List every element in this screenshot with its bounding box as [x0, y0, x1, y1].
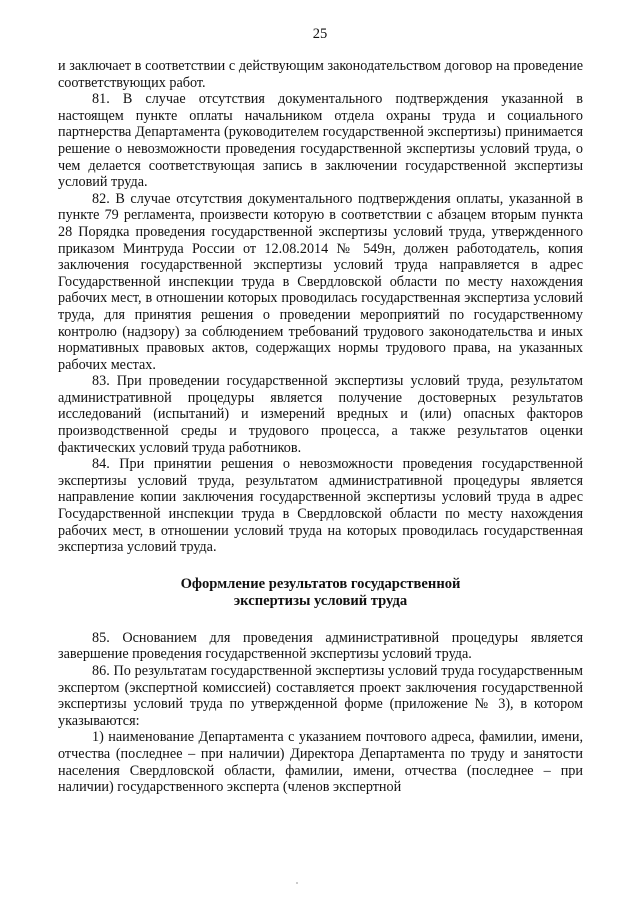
- paragraph-81: 81. В случае отсутствия документального подтверждения указанной в настоящем пункте оплаты начальником отдела охраны труда и социального партнерства Департамента (руководителем государственной экспертизы) принимается решение о невозможности проведения государственной экспертизы условий труда, о чем делается соответствующая запись в заключении государственной экспертизы условий труда.: [58, 91, 583, 191]
- scan-speck: [296, 882, 298, 884]
- section-title-line-1: Оформление результатов государственной: [180, 575, 461, 592]
- paragraph-82: 82. В случае отсутствия документального подтверждения оплаты, указанной в пункте 79 регламента, произвести которую в соответствии с абзацем вторым пункта 28 Порядка проведения государственной экспертизы условий труда, утвержденного приказом Минтруда России от 12.08.2014 № 549н, должен работодатель, копия заключения государственной экспертизы условий труда направляется в адрес Государственной инспекции труда в Свердловской области по месту нахождения рабочих мест, в отношении которых проводилась государственная экспертиза условий труда, для принятия решения о проведении мероприятий по государственному контролю (надзору) за соблюдением требований трудового законодательства и иных нормативных правовых актов, содержащих нормы трудового права, на указанных рабочих местах.: [58, 190, 583, 373]
- page-number: 25: [312, 26, 328, 42]
- paragraph-86-item-1: 1) наименование Департамента с указанием почтового адреса, фамилии, имени, отчества (последнее – при наличии) Директора Департамента по труду и занятости населения Свердловской области, фамилии, имени, отчества (последнее – при наличии) государственного эксперта (членов экспертной: [58, 729, 583, 796]
- section-title-line-2: экспертизы условий труда: [233, 592, 408, 609]
- paragraph-83: 83. При проведении государственной экспертизы условий труда, результатом административной процедуры является получение достоверных результатов исследований (испытаний) и измерений вредных и (или) опасных факторов производственной среды и трудового процесса, а также результатов оценки фактических условий труда работников.: [58, 373, 583, 456]
- paragraph-86: 86. По результатам государственной экспертизы условий труда государственным экспертом (экспертной комиссией) составляется проект заключения государственной экспертизы условий труда по утвержденной форме (приложение № 3), в котором указываются:: [58, 663, 583, 729]
- section-heading: [58, 556, 583, 630]
- document-body: [58, 58, 583, 796]
- paragraph-continuation: и заключает в соответствии с действующим законодательством договор на проведение соответствующих работ.: [58, 58, 583, 91]
- paragraph-85: 85. Основанием для проведения административной процедуры является завершение проведения государственной экспертизы условий труда.: [58, 629, 583, 663]
- paragraph-84: 84. При принятии решения о невозможности проведения государственной экспертизы условий труда, результатом административной процедуры является направление копии заключения государственной экспертизы условий труда в адрес Государственной инспекции труда в Свердловской области по месту нахождения рабочих мест, в отношении условий труда на которых проводилась государственная экспертиза условий труда.: [58, 456, 583, 556]
